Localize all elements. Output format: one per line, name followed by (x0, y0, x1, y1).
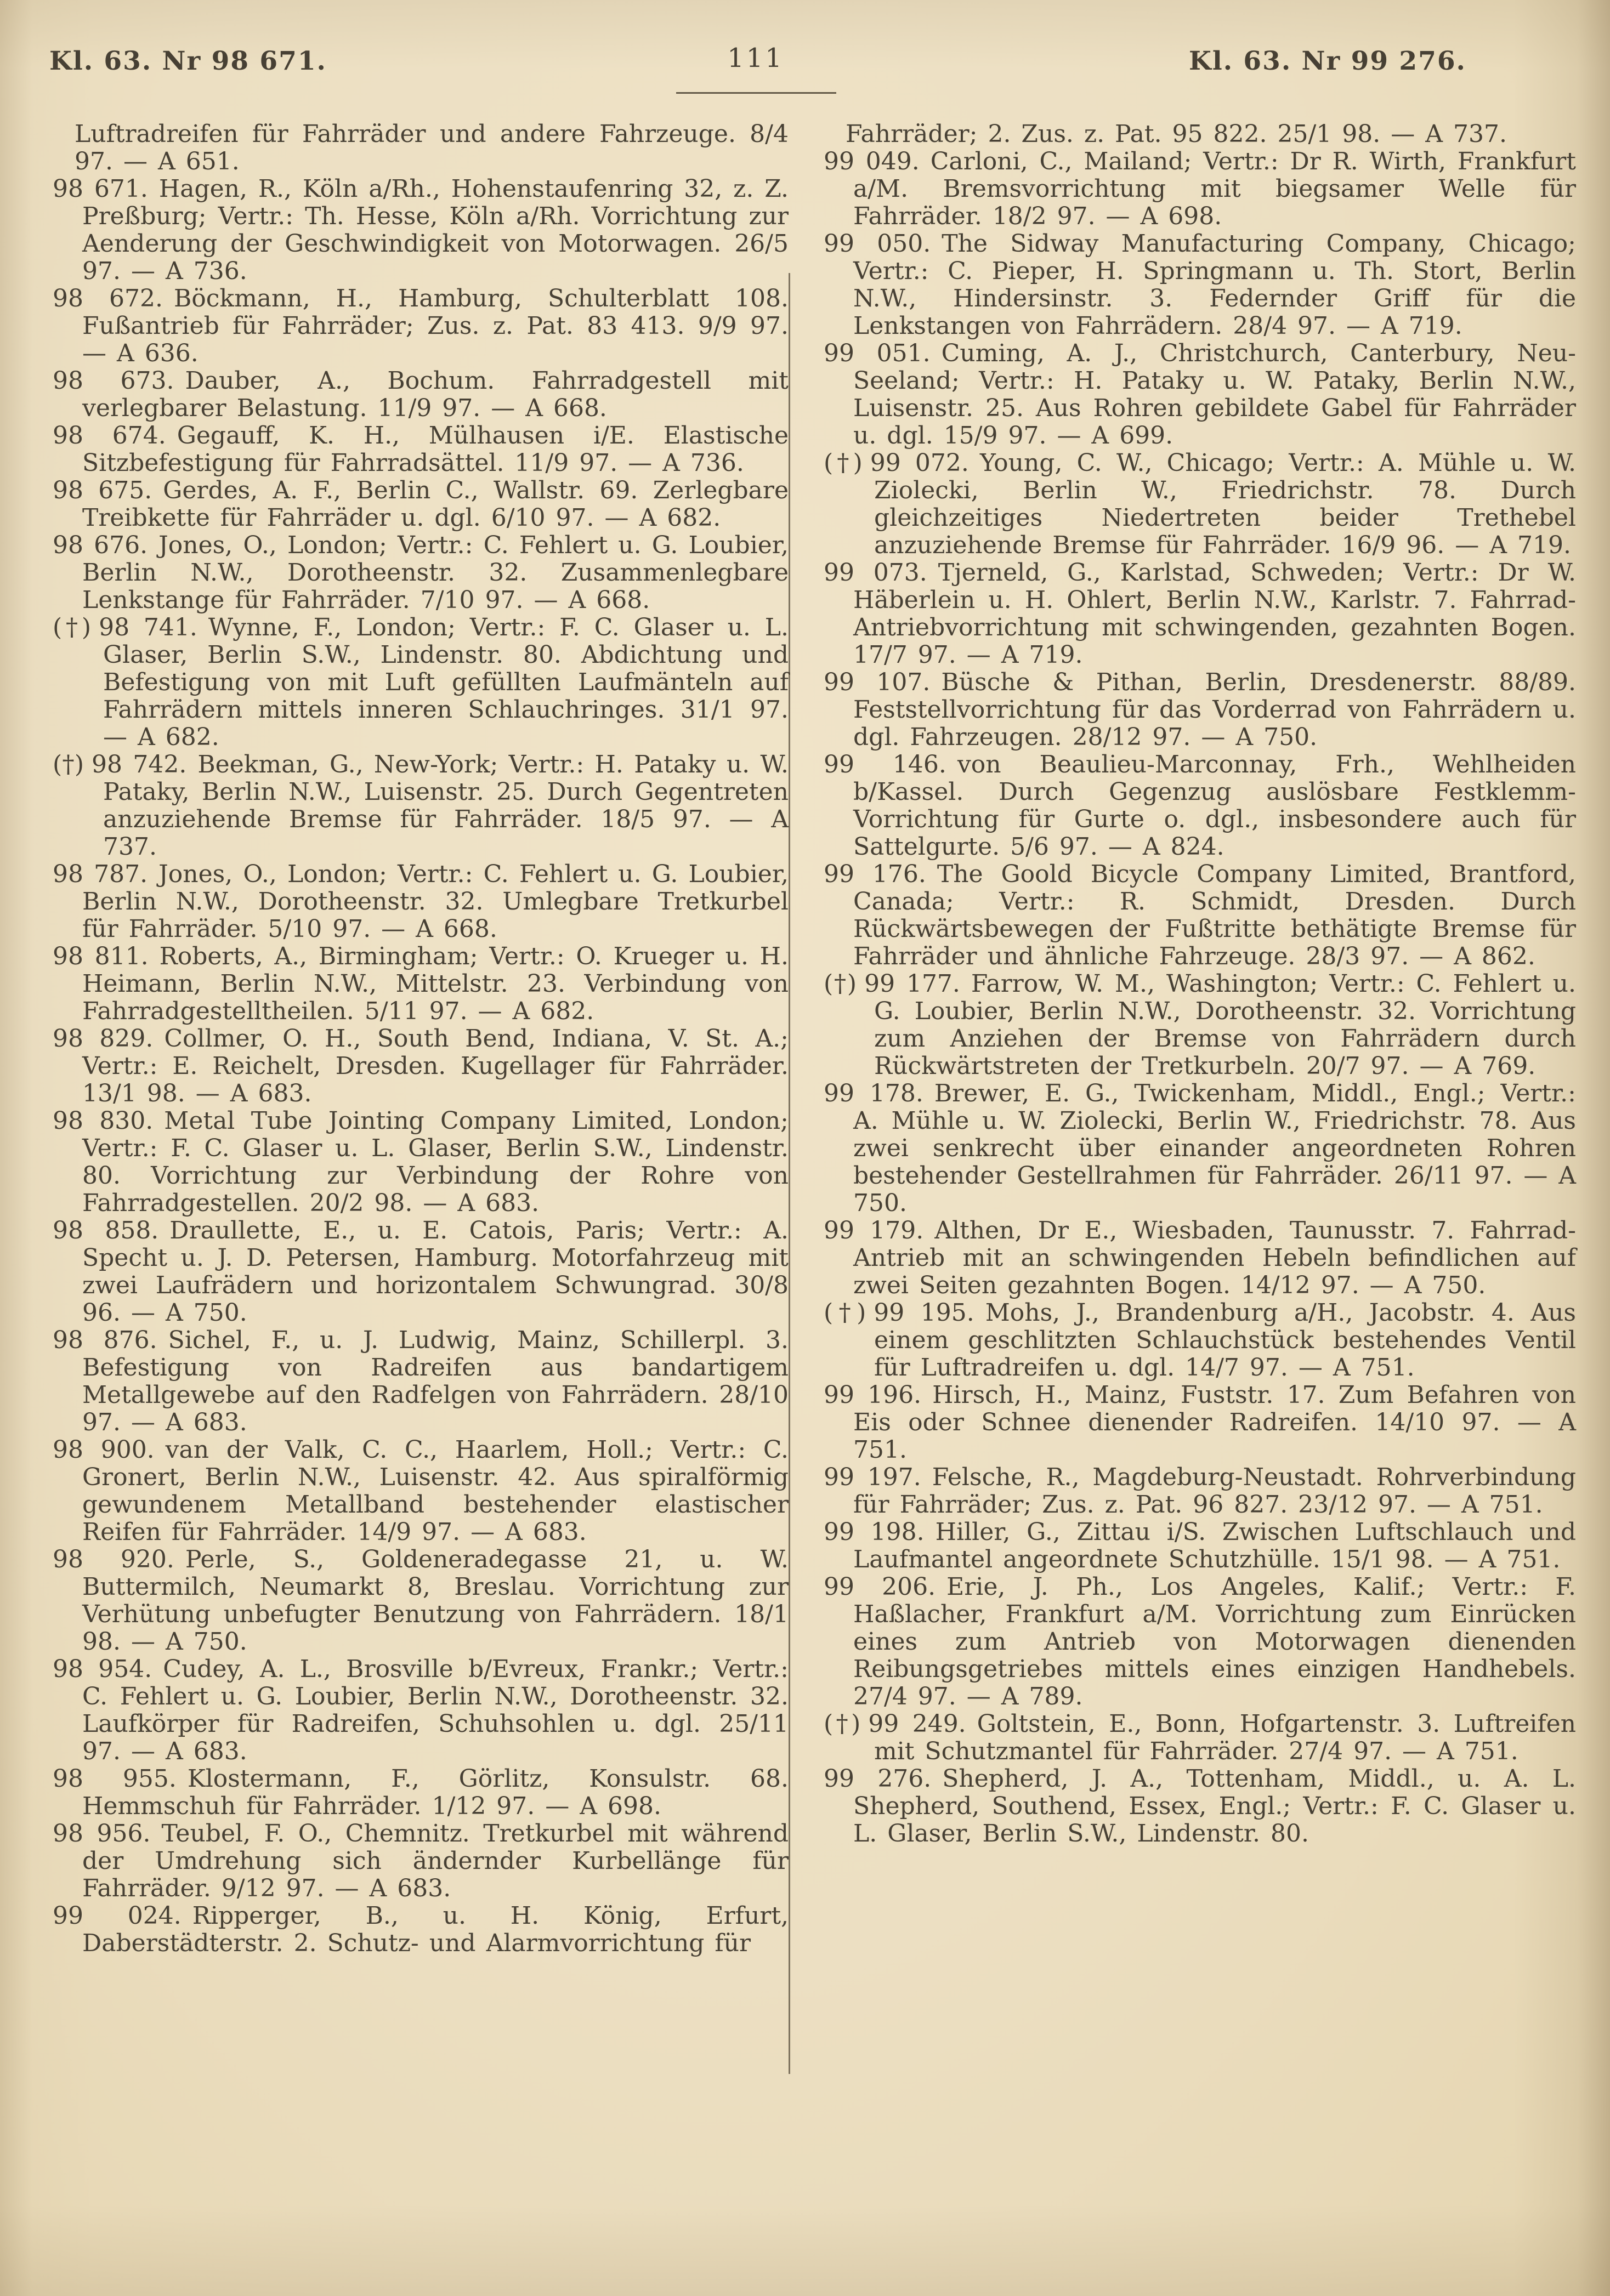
patent-number: 98 671. (53, 175, 148, 203)
patent-text: Althen, Dr E., Wiesbaden, Taunusstr. 7. Fahrrad-Antrieb mit an schwingenden Hebeln befindlichen auf zwei Seiten gezahnten Bogen. 14/12 97. — A 750. (853, 1217, 1576, 1299)
patent-entry (53, 614, 789, 751)
patent-number: 98 674. (53, 422, 166, 450)
patent-entry (53, 1436, 789, 1546)
patent-entry (824, 970, 1576, 1080)
dagger-icon: (†) (824, 1299, 866, 1327)
patent-number: 99 146. (824, 751, 946, 778)
patent-text: Fahrräder; 2. Zus. z. Pat. 95 822. 25/1 98. — A 737. (846, 120, 1507, 148)
patent-entry (53, 1820, 789, 1902)
patent-text: Goltstein, E., Bonn, Hofgartenstr. 3. Luftreifen mit Schutzmantel für Fahrräder. 27/4 97. — A 751. (874, 1710, 1576, 1765)
dagger-icon: (†) (53, 613, 92, 641)
patent-text: Shepherd, J. A., Tottenham, Middl., u. A. L. Shepherd, Southend, Essex, Engl.; Vertr.: F. C. Glaser u. L. Glaser, Berlin S.W., Lindenstr. 80. (853, 1765, 1576, 1848)
patent-number: 99 196. (824, 1381, 922, 1409)
patent-number: 98 673. (53, 367, 174, 395)
column-left (53, 121, 789, 1957)
patent-text: Teubel, F. O., Chemnitz. Tretkurbel mit während der Umdrehung sich ändernder Kurbellänge für Fahrräder. 9/12 97. — A 683. (82, 1820, 789, 1902)
patent-number: 98 900. (53, 1436, 155, 1464)
patent-entry (53, 1107, 789, 1217)
patent-number: 99 050. (824, 230, 931, 258)
patent-text: Hirsch, H., Mainz, Fuststr. 17. Zum Befahren von Eis oder Schnee dienender Radreifen. 14/10 97. — A 751. (853, 1381, 1576, 1464)
patent-entry (53, 175, 789, 285)
patent-text: Cuming, A. J., Christchurch, Canterbury, Neu-Seeland; Vertr.: H. Pataky u. W. Pataky, Berlin N.W., Luisenstr. 25. Aus Rohren gebildete Gabel für Fahrräder u. dgl. 15/9 97. — A 699. (853, 339, 1577, 450)
patent-entry (824, 121, 1576, 148)
patent-number: 99 198. (824, 1518, 925, 1546)
patent-text: Metal Tube Jointing Company Limited, London; Vertr.: F. C. Glaser u. L. Glaser, Berlin S.W., Lindenstr. 80. Vorrichtung zur Verbindung der Rohre von Fahrradgestellen. 20/2 98. — A 683. (82, 1107, 789, 1217)
patent-entry (824, 669, 1576, 751)
patent-text: Young, C. W., Chicago; Vertr.: A. Mühle u. W. Ziolecki, Berlin W., Friedrichstr. 78. Durch gleichzeitiges Niedertreten beider Trethebel anzuziehende Bremse für Fahrräder. 16/9 96. — A 719. (874, 449, 1576, 559)
patent-entry (824, 1299, 1576, 1382)
patent-entry (53, 121, 789, 175)
patent-entry (824, 861, 1576, 970)
patent-number: 99 177. (864, 970, 960, 998)
patent-number: 99 072. (870, 449, 969, 477)
patent-number: 98 876. (53, 1326, 157, 1354)
patent-entry (53, 477, 789, 532)
patent-number: 99 178. (824, 1079, 923, 1107)
patent-entry (53, 751, 789, 861)
patent-entry (824, 1710, 1576, 1765)
dagger-icon: (†) (824, 970, 857, 998)
patent-entry (53, 1546, 789, 1656)
patent-text: The Goold Bicycle Company Limited, Brantford, Canada; Vertr.: R. Schmidt, Dresden. Durch Rückwärtsbewegen der Fußtritte bethätigte Bremse für Fahrräder und ähnliche Fahrzeuge. 28/3 97. — A 862. (853, 860, 1576, 970)
patent-number: 99 176. (824, 860, 926, 888)
patent-entry (53, 1902, 789, 1957)
patent-entry (824, 1464, 1576, 1519)
patent-text: Hagen, R., Köln a/Rh., Hohenstaufenring 32, z. Z. Preßburg; Vertr.: Th. Hesse, Köln a/Rh. Vorrichtung zur Aenderung der Geschwindigkeit von Motorwagen. 26/5 97. — A 736. (82, 175, 789, 285)
patent-text: van der Valk, C. C., Haarlem, Holl.; Vertr.: C. Gronert, Berlin N.W., Luisenstr. 42. Aus spiralförmig gewundenem Metallband bestehender elastischer Reifen für Fahrräder. 14/9 97. — A 683. (82, 1436, 789, 1546)
column-right (824, 121, 1576, 1848)
patent-text: Dauber, A., Bochum. Fahrradgestell mit verlegbarer Belastung. 11/9 97. — A 668. (82, 367, 789, 422)
patent-entry (824, 1080, 1576, 1217)
patent-number: 99 276. (824, 1765, 932, 1793)
patent-entry (53, 285, 789, 367)
patent-text: Ripperger, B., u. H. König, Erfurt, Daberstädterstr. 2. Schutz- und Alarmvorrichtung für (82, 1902, 789, 1957)
patent-number: 98 829. (53, 1025, 154, 1053)
patent-entry (824, 1765, 1576, 1848)
patent-entry (53, 943, 789, 1025)
patent-number: 98 741. (99, 613, 197, 641)
patent-text: Sichel, F., u. J. Ludwig, Mainz, Schillerpl. 3. Befestigung von Radreifen aus bandartigem Metallgewebe auf den Radfelgen von Fahrrädern. 28/10 97. — A 683. (82, 1326, 789, 1436)
patent-entry (824, 559, 1576, 669)
patent-entry (53, 422, 789, 477)
patent-number: 98 675. (53, 476, 152, 504)
patent-text: Brewer, E. G., Twickenham, Middl., Engl.; Vertr.: A. Mühle u. W. Ziolecki, Berlin W., Friedrichstr. 78. Aus zwei senkrecht über einander angeordneten Rohren bestehender Gestellrahmen für Fahrräder. 26/11 97. — A 750. (853, 1079, 1576, 1217)
patent-number: 98 672. (53, 285, 163, 312)
patent-text: Felsche, R., Magdeburg-Neustadt. Rohrverbindung für Fahrräder; Zus. z. Pat. 96 827. 23/12 97. — A 751. (853, 1463, 1576, 1519)
patent-number: 98 830. (53, 1107, 154, 1135)
patent-text: Mohs, J., Brandenburg a/H., Jacobstr. 4. Aus einem geschlitzten Schlauchstück bestehendes Ventil für Luftradreifen u. dgl. 14/7 97. — A 751. (874, 1299, 1576, 1382)
patent-number: 99 024. (53, 1902, 182, 1930)
patent-entry (824, 230, 1576, 340)
patent-number: 98 954. (53, 1655, 152, 1683)
patent-text: von Beaulieu-Marconnay, Frh., Wehlheiden b/Kassel. Durch Gegenzug auslösbare Festklemm-Vorrichtung für Gurte o. dgl., insbesondere auch für Sattelgurte. 5/6 97. — A 824. (853, 751, 1576, 861)
patent-number: 99 249. (868, 1710, 966, 1738)
patent-entry (53, 861, 789, 943)
patent-entry (824, 1217, 1576, 1299)
dagger-icon: (†) (824, 449, 863, 477)
page-number-rule (676, 92, 836, 94)
patent-number: 98 858. (53, 1217, 159, 1244)
patent-entry (824, 450, 1576, 559)
patent-text: Jones, O., London; Vertr.: C. Fehlert u. G. Loubier, Berlin N.W., Dorotheenstr. 32. Umlegbare Tretkurbel für Fahrräder. 5/10 97. — A 668. (82, 860, 789, 943)
patent-entry (53, 1327, 789, 1436)
patent-text: Büsche & Pithan, Berlin, Dresdenerstr. 88/89. Feststellvorrichtung für das Vorderrad von Fahrrädern u. dgl. Fahrzeugen. 28/12 97. — A 750. (853, 668, 1576, 751)
patent-number: 99 197. (824, 1463, 921, 1491)
patent-text: Cudey, A. L., Brosville b/Evreux, Frankr.; Vertr.: C. Fehlert u. G. Loubier, Berlin N.W., Dorotheenstr. 32. Laufkörper für Radreifen, Schuhsohlen u. dgl. 25/11 97. — A 683. (82, 1655, 789, 1765)
patent-text: Wynne, F., London; Vertr.: F. C. Glaser u. L. Glaser, Berlin S.W., Lindenstr. 80. Abdichtung und Befestigung von mit Luft gefüllten Laufmänteln auf Fahrrädern mittels inneren Schlauchringes. 31/1 97. — A 682. (103, 613, 789, 751)
patent-text: Carloni, C., Mailand; Vertr.: Dr R. Wirth, Frankfurt a/M. Bremsvorrichtung mit biegsamer Welle für Fahrräder. 18/2 97. — A 698. (853, 147, 1576, 230)
header-right: Kl. 63. Nr 99 276. (1189, 46, 1466, 76)
patent-number: 99 073. (824, 559, 927, 587)
patent-text: Hiller, G., Zittau i/S. Zwischen Luftschlauch und Laufmantel angeordnete Schutzhülle. 15/1 98. — A 751. (853, 1518, 1576, 1573)
patent-entry (53, 1217, 789, 1327)
patent-text: Collmer, O. H., South Bend, Indiana, V. St. A.; Vertr.: E. Reichelt, Dresden. Kugellager für Fahrräder. 13/1 98. — A 683. (82, 1025, 789, 1107)
patent-entry (824, 1519, 1576, 1573)
patent-number: 98 811. (53, 942, 149, 970)
patent-entry (53, 1656, 789, 1765)
patent-text: The Sidway Manufacturing Company, Chicago; Vertr.: C. Pieper, H. Springmann u. Th. Stort, Berlin N.W., Hindersinstr. 3. Federnder Griff für die Lenkstangen von Fahrrädern. 28/4 97. — A 719. (853, 230, 1576, 340)
patent-text: Farrow, W. M., Washington; Vertr.: C. Fehlert u. G. Loubier, Berlin N.W., Dorotheenstr. 32. Vorrichtung zum Anziehen der Bremse von Fahrrädern durch Rückwärtstreten der Tretkurbeln. 20/7 97. — A 769. (874, 970, 1576, 1080)
patent-entry (53, 367, 789, 422)
patent-number: 98 955. (53, 1765, 177, 1793)
patent-entry (824, 1382, 1576, 1464)
patent-text: Gegauff, K. H., Mülhausen i/E. Elastische Sitzbefestigung für Fahrradsättel. 11/9 97. — A 736. (82, 422, 789, 477)
patent-text: Erie, J. Ph., Los Angeles, Kalif.; Vertr.: F. Haßlacher, Frankfurt a/M. Vorrichtung zum Einrücken eines zum Antrieb von Motorwagen dienenden Reibungsgetriebes mittels eines einzigen Handhebels. 27/4 97. — A 789. (853, 1573, 1576, 1710)
patent-text: Roberts, A., Birmingham; Vertr.: O. Krueger u. H. Heimann, Berlin N.W., Mittelstr. 23. Verbindung von Fahrradgestelltheilen. 5/11 97. — A 682. (82, 942, 789, 1025)
patent-entry (824, 751, 1576, 861)
patent-text: Luftradreifen für Fahrräder und andere Fahrzeuge. 8/4 97. — A 651. (75, 120, 789, 175)
patent-text: Klostermann, F., Görlitz, Konsulstr. 68. Hemmschuh für Fahrräder. 1/12 97. — A 698. (82, 1765, 789, 1820)
dagger-icon: (†) (53, 751, 84, 778)
patent-text: Tjerneld, G., Karlstad, Schweden; Vertr.: Dr W. Häberlein u. H. Ohlert, Berlin N.W., Karlstr. 7. Fahrrad-Antriebvorrichtung mit schwingenden, gezahnten Bogen. 17/7 97. — A 719. (853, 559, 1576, 669)
patent-entry (824, 148, 1576, 230)
patent-number: 99 051. (824, 339, 931, 367)
patent-number: 98 787. (53, 860, 148, 888)
patent-number: 99 195. (874, 1299, 974, 1327)
patent-number: 98 956. (53, 1820, 151, 1848)
patent-number: 98 742. (92, 751, 187, 778)
patent-entry (53, 532, 789, 614)
patent-number: 99 179. (824, 1217, 924, 1244)
patent-number: 98 676. (53, 531, 148, 559)
header-left: Kl. 63. Nr 98 671. (49, 46, 327, 76)
patent-text: Böckmann, H., Hamburg, Schulterblatt 108. Fußantrieb für Fahrräder; Zus. z. Pat. 83 413. 9/9 97. — A 636. (82, 285, 789, 367)
dagger-icon: (†) (824, 1710, 861, 1738)
patent-number: 99 206. (824, 1573, 936, 1601)
patent-entry (824, 340, 1576, 450)
column-divider (789, 273, 790, 2074)
patent-text: Gerdes, A. F., Berlin C., Wallstr. 69. Zerlegbare Treibkette für Fahrräder u. dgl. 6/10 97. — A 682. (82, 476, 789, 532)
patent-number: 99 107. (824, 668, 931, 696)
patent-number: 99 049. (824, 147, 920, 175)
patent-text: Perle, S., Goldeneradegasse 21, u. W. Buttermilch, Neumarkt 8, Breslau. Vorrichtung zur Verhütung unbefugter Benutzung von Fahrrädern. 18/1 98. — A 750. (82, 1545, 789, 1656)
patent-entry (53, 1025, 789, 1107)
patent-text: Beekman, G., New-York; Vertr.: H. Pataky u. W. Pataky, Berlin N.W., Luisenstr. 25. Durch Gegentreten anzuziehende Bremse für Fahrräder. 18/5 97. — A 737. (103, 751, 789, 861)
patent-text: Jones, O., London; Vertr.: C. Fehlert u. G. Loubier, Berlin N.W., Dorotheenstr. 32. Zusammenlegbare Lenkstange für Fahrräder. 7/10 97. — A 668. (82, 531, 789, 614)
patent-number: 98 920. (53, 1545, 174, 1573)
patent-entry (824, 1573, 1576, 1710)
patent-text: Draullette, E., u. E. Catois, Paris; Vertr.: A. Specht u. J. D. Petersen, Hamburg. Motorfahrzeug mit zwei Laufrädern und horizontalem Schwungrad. 30/8 96. — A 750. (82, 1217, 789, 1327)
page-number: 111 (727, 43, 784, 73)
patent-entry (53, 1765, 789, 1820)
